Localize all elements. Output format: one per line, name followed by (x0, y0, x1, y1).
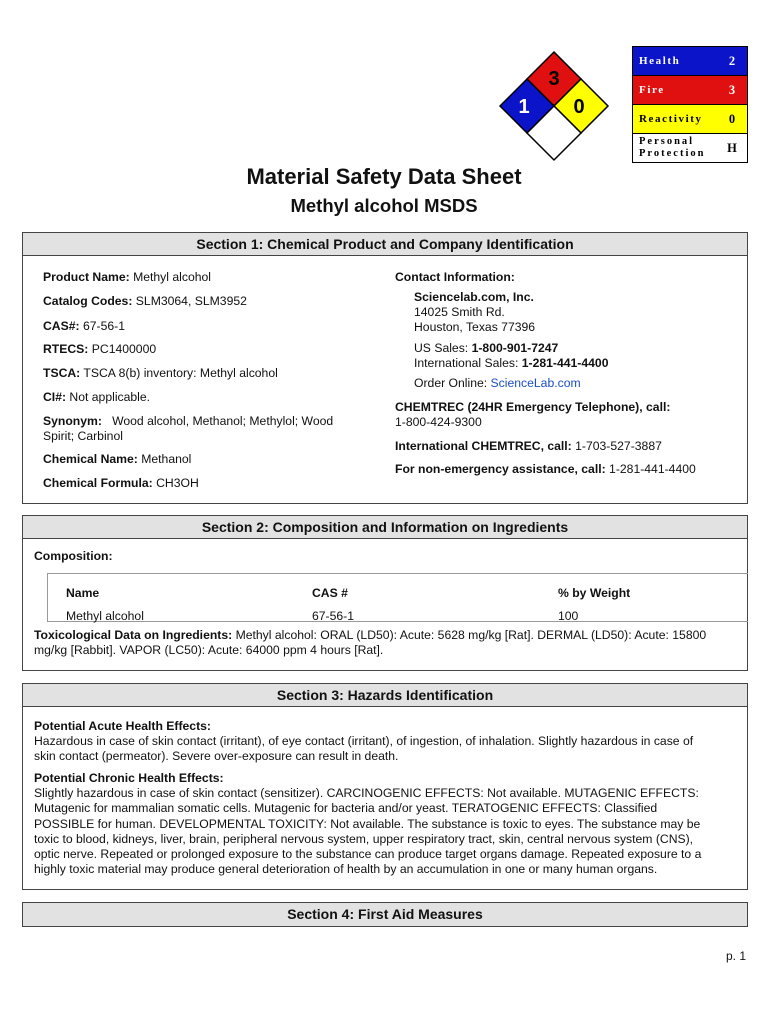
hmis-protection-value: H (727, 140, 737, 155)
section-4 (22, 902, 748, 927)
field-value: Methyl alcohol (133, 270, 211, 284)
nfpa-fire-value: 3 (548, 68, 560, 90)
hmis-rating-table (632, 46, 748, 163)
table-cell-cas: 67-56-1 (312, 609, 355, 623)
nfpa-reactivity-value: 0 (573, 96, 585, 118)
chronic-effects (34, 771, 734, 877)
chronic-line-6: highly toxic material may produce general deterioration of health by an accumulation in one or many human organs. (34, 862, 658, 877)
hmis-reactivity-row (633, 105, 747, 134)
synonym-field (43, 414, 333, 444)
chronic-line-2: Mutagenic for mammalian somatic cells. Mutagenic for bacteria and/or yeast. TERATOGENIC EFFECTS: Classified (34, 801, 658, 816)
chemical-formula-field (43, 476, 199, 491)
catalog-codes-field (43, 294, 247, 309)
composition-label: Composition: (34, 549, 113, 563)
us-sales-label: US Sales: (414, 341, 469, 355)
table-header-weight: % by Weight (558, 586, 631, 600)
chemtrec-phone: 1-800-424-9300 (395, 415, 482, 429)
order-online-label: Order Online: (414, 376, 488, 390)
acute-label: Potential Acute Health Effects: (34, 719, 211, 733)
field-value: TSCA 8(b) inventory: Methyl alcohol (83, 366, 278, 380)
chemical-name-field (43, 452, 191, 467)
field-label: Product Name: (43, 270, 130, 284)
sales-phones (414, 341, 608, 371)
chronic-line-5: optic nerve. Repeated or prolonged exposure to the substance can produce target organs damage. Repeated exposure to a (34, 847, 702, 862)
hmis-fire-label: Fire (639, 84, 665, 96)
chronic-line-1: Slightly hazardous in case of skin contact (sensitizer). CARCINOGENIC EFFECTS: Not available. MUTAGENIC EFFECTS: (34, 786, 699, 801)
hmis-protection-label (633, 136, 717, 160)
acute-line-1: Hazardous in case of skin contact (irritant), of eye contact (irritant), of ingestion, of inhalation. Slightly hazardous in case of (34, 734, 694, 749)
contact-information-label: Contact Information: (395, 270, 515, 284)
chronic-label: Potential Chronic Health Effects: (34, 771, 224, 785)
field-value: Wood alcohol, Methanol; Methylol; Wood (112, 414, 334, 428)
page-title: Material Safety Data Sheet (246, 164, 522, 189)
company-name: Sciencelab.com, Inc. (414, 290, 534, 304)
chronic-line-3: POSSIBLE for human. DEVELOPMENTAL TOXICITY: Not available. The substance is toxic to eyes. The substance may be (34, 816, 701, 831)
toxicological-data (34, 628, 734, 658)
hmis-health-label: Health (639, 55, 681, 67)
intl-sales-phone: 1-281-441-4400 (521, 356, 609, 370)
tox-label: Toxicological Data on Ingredients: (34, 628, 233, 642)
field-value: CH3OH (156, 476, 199, 490)
us-sales-phone: 1-800-901-7247 (471, 341, 559, 355)
field-label: Chemical Formula: (43, 476, 153, 490)
hmis-protection-row (633, 134, 747, 162)
table-cell-name: Methyl alcohol (66, 609, 144, 623)
intl-sales-label: International Sales: (414, 356, 519, 370)
rtecs-field (43, 342, 156, 357)
hmis-fire-value: 3 (728, 82, 736, 97)
nonemergency-phone: 1-281-441-4400 (609, 462, 696, 476)
sciencelab-link[interactable]: ScienceLab.com (490, 376, 581, 390)
table-cell-weight: 100 (558, 609, 579, 623)
acute-line-2: skin contact (permeator). Severe over-exposure can result in death. (34, 749, 399, 764)
field-value: PC1400000 (91, 342, 157, 356)
order-online (414, 376, 581, 391)
field-label: Synonym: (43, 414, 102, 428)
product-name-field (43, 270, 211, 285)
field-label: Catalog Codes: (43, 294, 133, 308)
hmis-health-row (633, 47, 747, 76)
tsca-field (43, 366, 278, 381)
hmis-protection-label-line1: Personal (639, 136, 695, 147)
section-1 (22, 232, 748, 504)
hmis-protection-label-line2: Protection (639, 148, 706, 159)
tox-text-2: mg/kg [Rabbit]. VAPOR (LC50): Acute: 64000 ppm 4 hours [Rat]. (34, 643, 384, 658)
page-number: p. 1 (725, 949, 746, 963)
field-value: Methanol (141, 452, 192, 466)
tox-text-1: Methyl alcohol: ORAL (LD50): Acute: 5628 mg/kg [Rat]. DERMAL (LD50): Acute: 15800 (235, 628, 707, 642)
nfpa-diamond (498, 50, 610, 162)
hmis-health-value: 2 (728, 53, 736, 68)
page-subtitle: Methyl alcohol MSDS (290, 195, 478, 216)
field-label: CI#: (43, 390, 67, 404)
nonemergency-contact (395, 462, 696, 477)
section-4-heading: Section 4: First Aid Measures (23, 903, 747, 926)
field-label: RTECS: (43, 342, 89, 356)
chronic-line-4: toxic to blood, kidneys, liver, brain, peripheral nervous system, upper respiratory tract, skin, central nervous system (CNS), (34, 831, 694, 846)
chemtrec-contact (395, 400, 670, 430)
hmis-fire-row (633, 76, 747, 105)
field-value: Not applicable. (69, 390, 151, 404)
nfpa-health-value: 1 (518, 96, 530, 118)
hmis-reactivity-label: Reactivity (639, 113, 703, 125)
field-label: Chemical Name: (43, 452, 138, 466)
table-header-cas: CAS # (312, 586, 348, 600)
address-line-1: 14025 Smith Rd. (414, 305, 505, 319)
field-label: CAS#: (43, 319, 80, 333)
field-label: TSCA: (43, 366, 81, 380)
cas-field (43, 319, 125, 334)
ci-field (43, 390, 150, 405)
section-3-heading: Section 3: Hazards Identification (23, 684, 747, 707)
composition-table (47, 573, 748, 622)
table-header-name: Name (66, 586, 100, 600)
intl-chemtrec-contact (395, 439, 662, 454)
acute-effects (34, 719, 734, 765)
hmis-reactivity-value: 0 (728, 111, 736, 126)
address-line-2: Houston, Texas 77396 (414, 320, 536, 334)
section-3 (22, 683, 748, 890)
contact-address (414, 290, 535, 335)
nonemergency-label: For non-emergency assistance, call: (395, 462, 606, 476)
section-2 (22, 515, 748, 671)
section-1-heading: Section 1: Chemical Product and Company Identification (23, 233, 747, 256)
section-2-heading: Section 2: Composition and Information on Ingredients (23, 516, 747, 539)
intl-chemtrec-phone: 1-703-527-3887 (575, 439, 662, 453)
field-value: SLM3064, SLM3952 (135, 294, 247, 308)
field-value: 67-56-1 (82, 319, 125, 333)
intl-chemtrec-label: International CHEMTREC, call: (395, 439, 572, 453)
field-value-line2: Spirit; Carbinol (43, 429, 123, 443)
chemtrec-label: CHEMTREC (24HR Emergency Telephone), call: (395, 400, 671, 414)
